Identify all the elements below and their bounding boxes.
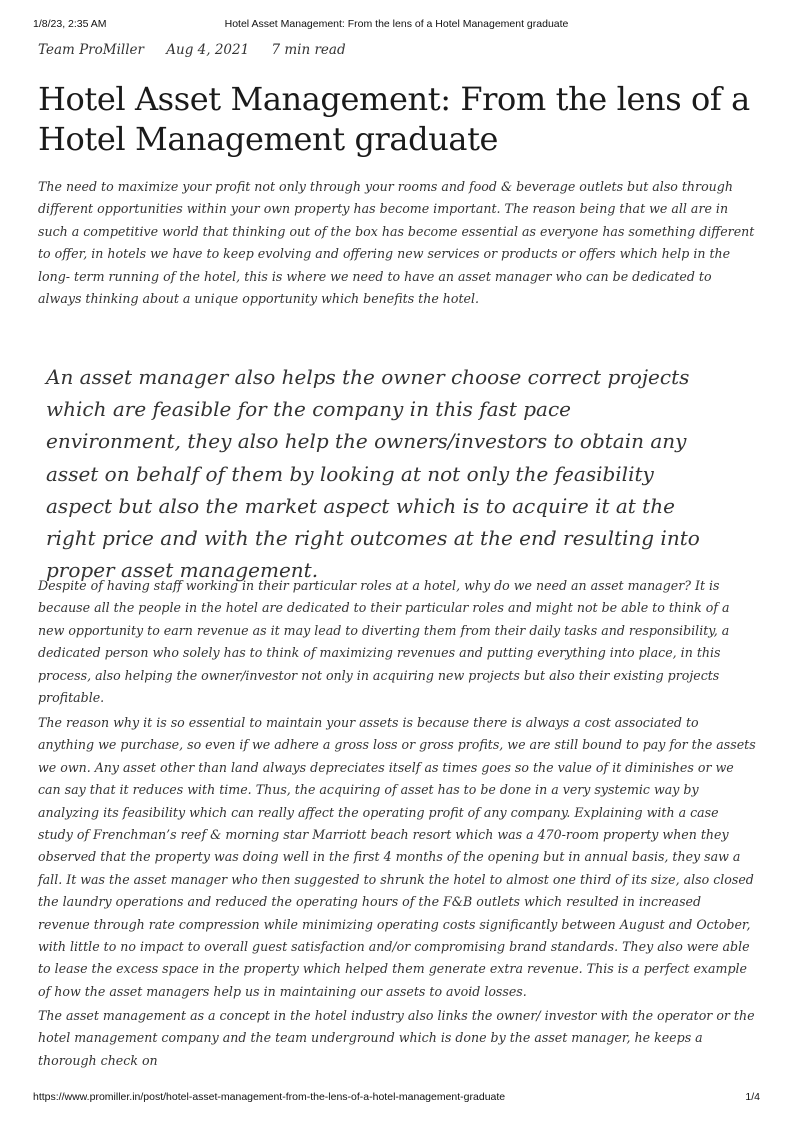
article-paragraph-2: Despite of having staff working in their particular roles at a hotel, why do we need an asset manager? It is because all the people in the hotel are dedicated to their particular roles and might not be able to think of a new opportunity to earn revenue as it may lead to diverting them from their daily tasks and responsibility, a dedicated person who solely has to think of maximizing revenues and putting everything into place, in this process, also helping the owner/investor not only in acquiring new projects but also their existing projects profitable. [38, 578, 730, 706]
article-paragraph-3: The reason why it is so essential to maintain your assets is because there is always a cost associated to anything we purchase, so even if we adhere a gross loss or gross profits, we are still bound to pay for the assets we own. Any asset other than land always depreciates itself as times goes so the value of it diminishes or we can say that it reduces with time. Thus, the acquiring of asset has to be done in a very systemic way by analyzing its feasibility which can really affect the operating profit of any company. Explaining with a case study of Frenchman’s reef & morning star Marriott beach resort which was a 470-room property when they observed that the property was doing well in the first 4 months of the opening but in annual basis, they saw a fall. It was the asset manager who then suggested to shrunk the hotel to almost one third of its size, also closed the laundry operations and reduced the operating hours of the F&B outlets which resulted in increased revenue through rate compression while minimizing operating costs significantly between August and October, with little to no impact to overall guest satisfaction and/or compromising brand standards. They also were able to lease the excess space in the property which helped them generate extra revenue. This is a perfect example of how the asset managers help us in maintaining our assets to avoid losses. [38, 715, 756, 999]
read-time: 7 min read [271, 42, 346, 58]
article-paragraph-1: The need to maximize your profit not only through your rooms and food & beverage outlets but also through different opportunities within your own property has become important. The reason being that we all are in such a competitive world that thinking out of the box has become essential as everyone has something different to offer, in hotels we have to keep evolving and offering new services or products or offers which help in the long- term running of the hotel, this is where we need to have an asset manager who can be dedicated to always thinking about a unique opportunity which benefits the hotel. [38, 179, 755, 307]
article-paragraph-4: The asset management as a concept in the hotel industry also links the owner/ investor with the operator or the hotel management company and the team underground which is done by the asset manager, he keeps a thorough check on [38, 1008, 755, 1068]
pull-quote: An asset manager also helps the owner choose correct projects which are feasible for the company in this fast pace environment, they also help the owners/investors to obtain any asset on behalf of them by looking at not only the feasibility aspect but also the market aspect which is to acquire it at the right price and with the right outcomes at the end resulting into proper asset management. [46, 365, 700, 583]
author-link[interactable]: Team ProMiller [38, 42, 144, 58]
publish-date: Aug 4, 2021 [166, 42, 250, 58]
article-meta [38, 42, 364, 58]
page-url: https://www.promiller.in/post/hotel-asset-management-from-the-lens-of-a-hotel-management-graduate [33, 1091, 506, 1103]
print-page-title: Hotel Asset Management: From the lens of a Hotel Management graduate [224, 18, 569, 30]
print-footer [33, 1091, 760, 1105]
print-datetime: 1/8/23, 2:35 AM [33, 18, 107, 30]
print-header [33, 18, 760, 32]
page-number: 1/4 [745, 1091, 760, 1103]
article-title: Hotel Asset Management: From the lens of a Hotel Management graduate [38, 80, 750, 158]
